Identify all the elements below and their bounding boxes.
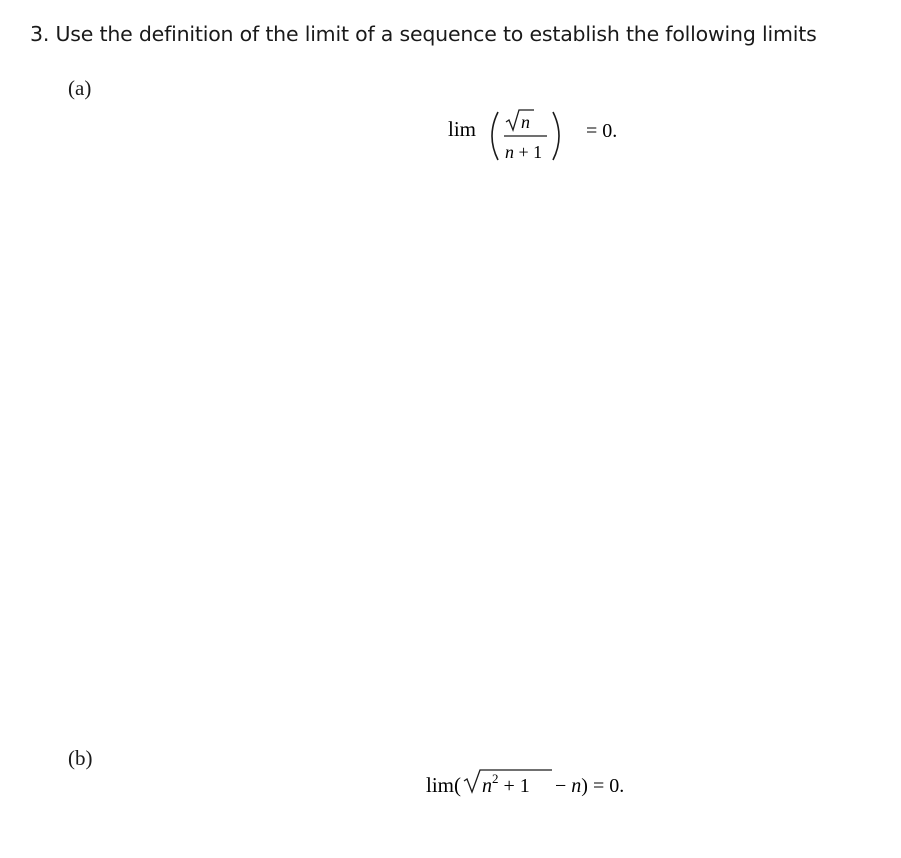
part-a-label: (a) <box>68 76 92 100</box>
minus-n-equals-zero-b: − n) = 0. <box>555 775 625 797</box>
equals-zero-a: = 0. <box>586 120 618 142</box>
numerator-n: n <box>521 112 530 132</box>
equation-a <box>446 100 646 170</box>
radicand-b: $n^2 + 1$ <box>482 771 530 797</box>
left-paren-a <box>492 112 498 160</box>
lim-operator-b: lim( <box>426 773 461 797</box>
problem-heading: 3. Use the definition of the limit of a sequence to establish the following limits <box>30 22 817 46</box>
denominator-a: n + 1 <box>505 142 543 162</box>
lim-operator-a: lim <box>448 117 477 141</box>
part-b-label: (b) <box>68 746 93 770</box>
equation-b <box>424 762 664 806</box>
right-paren-a <box>553 112 559 160</box>
